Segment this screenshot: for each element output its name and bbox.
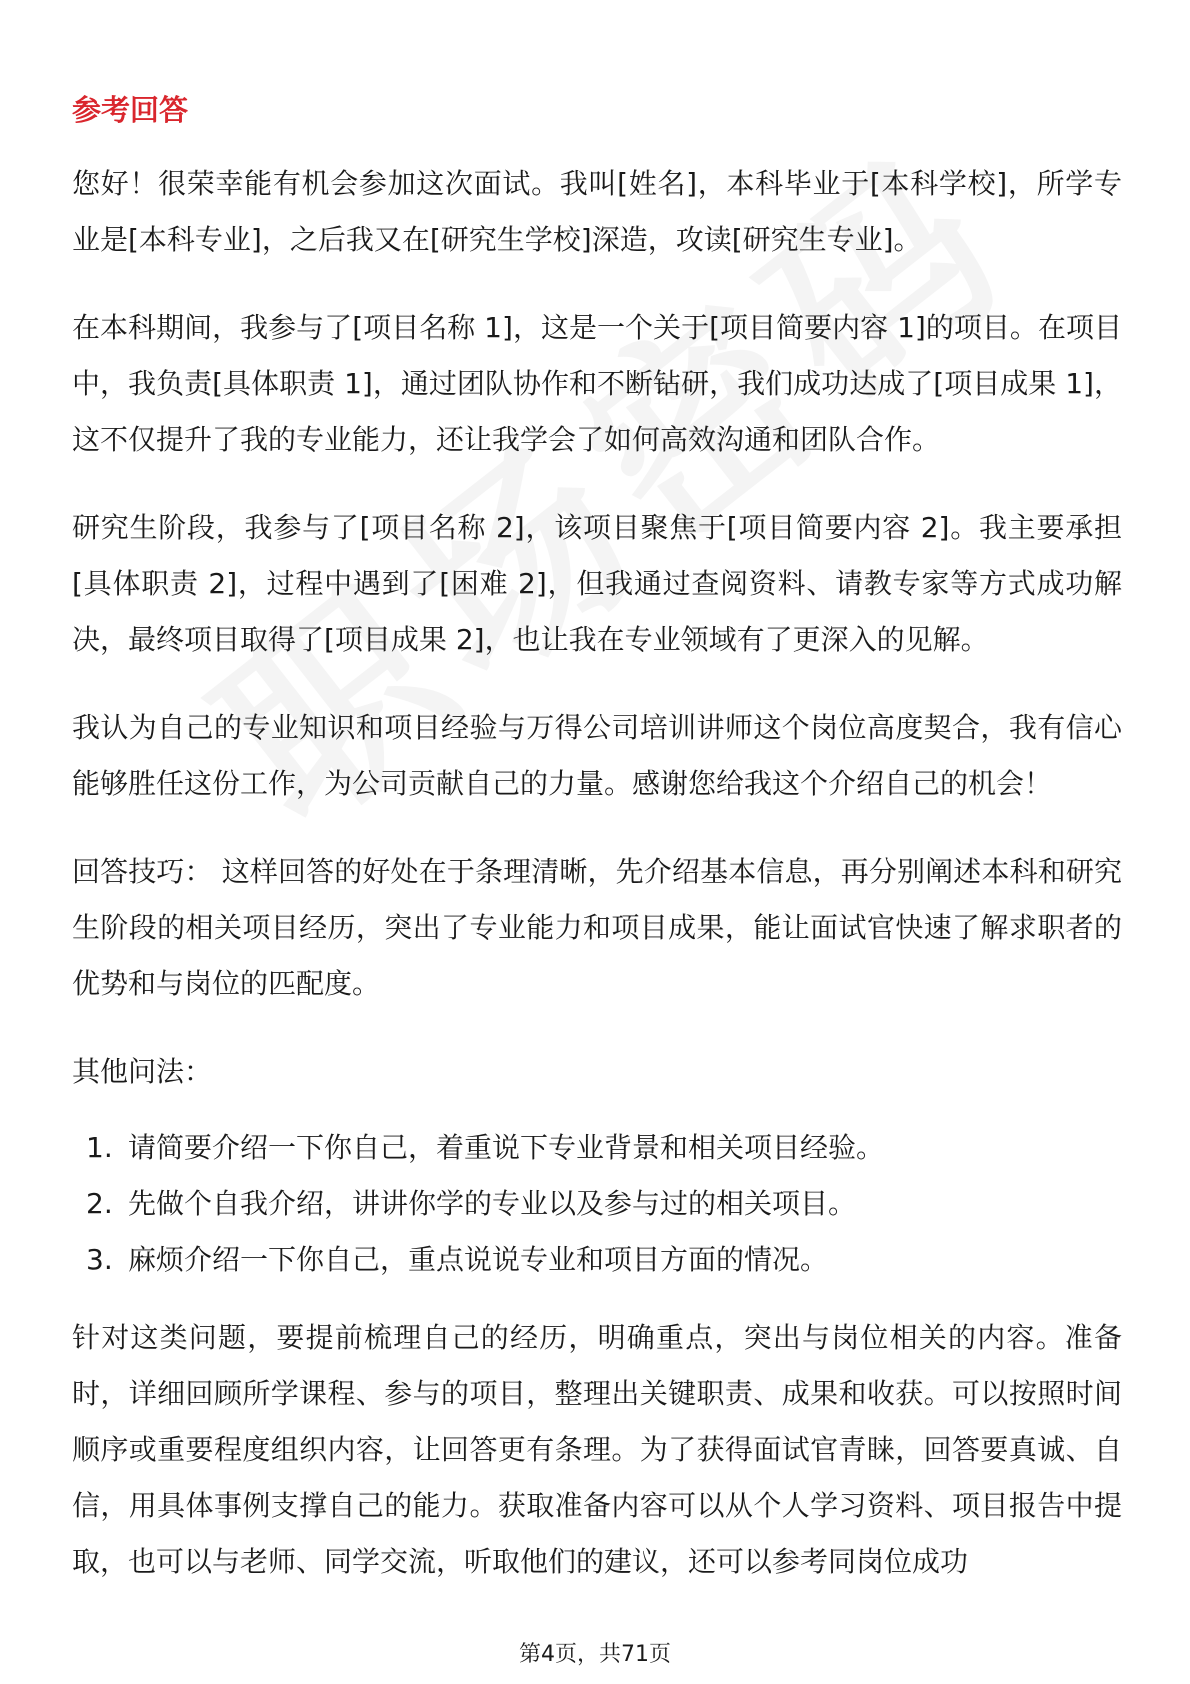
answer-tips-paragraph: 回答技巧： 这样回答的好处在于条理清晰，先介绍基本信息，再分别阐述本科和研究生阶段的相关项目经历，突出了专业能力和项目成果，能让面试官快速了解求职者的优势和与岗位的匹配度。 bbox=[72, 855, 1122, 1000]
list-text: 请简要介绍一下你自己，着重说下专业背景和相关项目经验。 bbox=[128, 1131, 885, 1164]
list-number: 1. bbox=[86, 1131, 113, 1164]
fit-statement-paragraph: 我认为自己的专业知识和项目经验与万得公司培训讲师这个岗位高度契合，我有信心能够胜任这份工作，为公司贡献自己的力量。感谢您给我这个介绍自己的机会！ bbox=[72, 711, 1122, 800]
section-heading: 参考回答 bbox=[72, 93, 189, 127]
grad-project-paragraph: 研究生阶段，我参与了[项目名称 2]，该项目聚焦于[项目简要内容 2]。我主要承担[具体职责 2]，过程中遇到了[困难 2]，但我通过查阅资料、请教专家等方式成功解决，最终项目取得了[项目成果 2]，也让我在专业领域有了更深入的见解。 bbox=[72, 511, 1122, 656]
list-number: 3. bbox=[86, 1243, 113, 1276]
undergrad-project-paragraph: 在本科期间，我参与了[项目名称 1]，这是一个关于[项目简要内容 1]的项目。在项目中，我负责[具体职责 1]，通过团队协作和不断钻研，我们成功达成了[项目成果 1]，这不仅提升了我的专业能力，还让我学会了如何高效沟通和团队合作。 bbox=[72, 311, 1122, 456]
answer-intro-paragraph: 您好！很荣幸能有机会参加这次面试。我叫[姓名]，本科毕业于[本科学校]，所学专业是[本科专业]，之后我又在[研究生学校]深造，攻读[研究生专业]。 bbox=[72, 167, 1122, 256]
page-content bbox=[72, 90, 1122, 1622]
list-item bbox=[72, 1176, 1122, 1232]
preparation-advice-paragraph: 针对这类问题，要提前梳理自己的经历，明确重点，突出与岗位相关的内容。准备时，详细回顾所学课程、参与的项目，整理出关键职责、成果和收获。可以按照时间顺序或重要程度组织内容，让回答更有条理。为了获得面试官青睐，回答要真诚、自信，用具体事例支撑自己的能力。获取准备内容可以从个人学习资料、项目报告中提取，也可以与老师、同学交流，听取他们的建议，还可以参考同岗位成功 bbox=[72, 1321, 1122, 1578]
list-item bbox=[72, 1232, 1122, 1288]
other-questions-label: 其他问法： bbox=[72, 1055, 213, 1088]
page-number: 第4页，共71页 bbox=[519, 1642, 671, 1667]
list-item bbox=[72, 1120, 1122, 1176]
list-text: 麻烦介绍一下你自己，重点说说专业和项目方面的情况。 bbox=[128, 1243, 829, 1276]
other-questions-list bbox=[72, 1120, 1122, 1288]
list-text: 先做个自我介绍，讲讲你学的专业以及参与过的相关项目。 bbox=[128, 1187, 857, 1220]
list-number: 2. bbox=[86, 1187, 113, 1220]
